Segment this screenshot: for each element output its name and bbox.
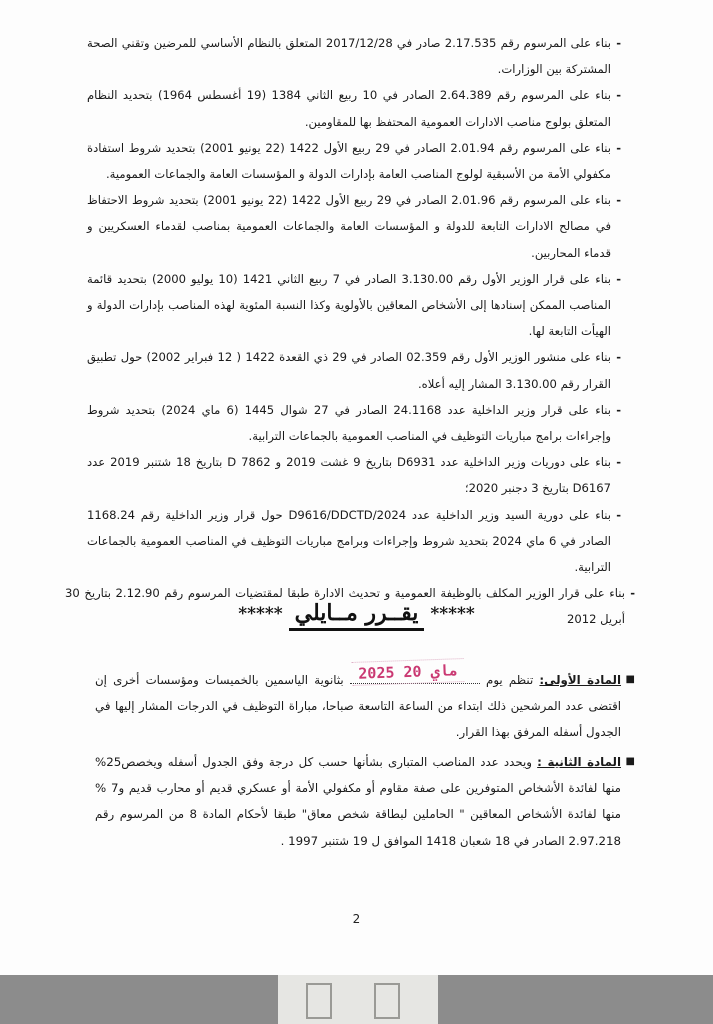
date-stamp: 2025 ماي 20 bbox=[352, 658, 465, 686]
legal-reference-text: بناء على قرار الوزير المكلف بالوظيفة العمومية و تحديث الادارة طبقا لمقتضيات المرسوم رقم 2.12.90 بتاريخ 30 أبريل 2012 bbox=[65, 586, 625, 627]
legal-reference-text: بناء على المرسوم رقم 2.01.96 الصادر في 29 ربيع الأول 1422 (22 يونيو 2001) بتحديد شروط الاحتفاظ في مصالح الادارات التابعة للدولة و المؤسسات العامة والجماعات العمومية بمناصب لقدماء العسكريين و قدماء المحاربين. bbox=[87, 193, 611, 260]
dash-marker: - bbox=[616, 350, 621, 365]
legal-reference bbox=[87, 266, 621, 345]
legal-reference bbox=[87, 502, 621, 581]
square-bullet-icon: ■ bbox=[625, 674, 635, 685]
dash-marker: - bbox=[616, 271, 621, 286]
dash-marker: - bbox=[616, 507, 621, 522]
legal-reference bbox=[87, 344, 621, 396]
dash-marker: - bbox=[616, 193, 621, 208]
legal-reference bbox=[87, 449, 621, 501]
printed-frame-mark bbox=[306, 983, 332, 1019]
dash-marker: - bbox=[616, 402, 621, 417]
dash-marker: - bbox=[616, 455, 621, 470]
legal-reference bbox=[87, 30, 621, 82]
legal-reference-text: بناء على دوريات وزير الداخلية عدد D6931 بتاريخ 9 غشت 2019 و D 7862 بتاريخ 18 شتنبر 2019 عدد D6167 بتاريخ 3 دجنبر 2020؛ bbox=[87, 455, 611, 496]
square-bullet-icon: ■ bbox=[625, 756, 635, 767]
underlying-page-edge bbox=[278, 975, 438, 1024]
legal-reference bbox=[87, 187, 621, 266]
legal-reference-text: بناء على قرار الوزير الأول رقم 3.130.00 الصادر في 7 ربيع الثاني 1421 (10 يوليو 2000) بتحديد قائمة المناصب الممكن إسنادها إلى الأشخاص المعاقين بالأولوية وكذا النسبة المئوية لهذه المناصب بإدارات الدولة و الهيأت التابعة لها. bbox=[87, 271, 611, 339]
legal-reference-text: بناء على دورية السيد وزير الداخلية عدد D9616/DDCTD/2024 حول قرار وزير الداخلية رقم 1168.24 الصادر في 6 ماي 2024 بتحديد شروط وإجراءات وبرامج مباريات التوظيف في المناصب العمومية بالجماعات الترابية. bbox=[87, 507, 611, 575]
legal-references-list bbox=[65, 30, 635, 633]
legal-reference-text: بناء على المرسوم رقم 2.01.94 الصادر في 29 ربيع الأول 1422 (22 يونيو 2001) بتحديد شروط استفادة مكفولي الأمة من الأسبقية لولوج المناصب العامة بإدارات الدولة و المؤسسات العامة والجماعات العمومية. bbox=[87, 140, 611, 182]
article-two bbox=[95, 749, 635, 854]
decree-heading-text: يقــرر مــايلي bbox=[289, 600, 425, 631]
dash-marker: - bbox=[616, 88, 621, 103]
legal-reference-text: بناء على المرسوم رقم 2.64.389 الصادر في 10 ربيع الثاني 1384 (19 أغسطس 1964) بتحديد النظام المتعلق بولوج مناصب الادارات العمومية المحتفظ بها للمقاومين. bbox=[87, 88, 612, 129]
stars-decoration: ***** bbox=[430, 604, 475, 624]
page-number: 2 bbox=[352, 912, 361, 926]
article-two-text: ويحدد عدد المناصب المتبارى بشأنها حسب كل درجة وفق الجدول أسفله ويخصص25% منها لفائدة الأشخاص المتوفرين على صفة مقاوم أو مكفولي الأمة أو عسكري قديم أو محارب قديم و7 % منها لفائدة الأشخاص المعاقين " الحاملين لبطاقة شخص معاق" طبقا لأحكام المادة 8 من المرسوم رقم 2.97.218 الصادر في 18 شعبان 1418 الموافق ل 19 شتنبر 1997 . bbox=[95, 755, 621, 848]
article-two-heading: المادة الثانية : bbox=[537, 755, 621, 769]
legal-reference bbox=[87, 397, 621, 449]
dash-marker: - bbox=[616, 36, 621, 50]
printed-frame-mark bbox=[374, 983, 400, 1019]
legal-reference bbox=[87, 135, 621, 187]
article-one-text-start: تنظم يوم bbox=[486, 673, 534, 687]
stars-decoration: ***** bbox=[238, 604, 283, 624]
dash-marker: - bbox=[616, 140, 621, 155]
article-one-heading: المادة الأولى: bbox=[539, 673, 622, 687]
legal-reference-text: بناء على المرسوم رقم 2.17.535 صادر في 2017/12/28 المتعلق بالنظام الأساسي للمرضين وتقني الصحة المشتركة بين الوزارات. bbox=[87, 36, 611, 77]
decree-heading bbox=[0, 600, 713, 626]
legal-reference bbox=[87, 82, 621, 134]
legal-reference-text: بناء على قرار وزير الداخلية عدد 24.1168 الصادر في 27 شوال 1445 (6 ماي 2024) بتحديد شروط وإجراءات برامج مباريات التوظيف في المناصب العمومية بالجماعات الترابية. bbox=[87, 402, 611, 444]
dash-marker: - bbox=[630, 586, 635, 601]
legal-reference-text: بناء على منشور الوزير الأول رقم 02.359 الصادر في 29 ذي القعدة 1422 ( 12 فبراير 2002) حول تطبيق القرار رقم 3.130.00 المشار إليه أعلاه. bbox=[87, 350, 611, 391]
article-one-text: بثانوية الياسمين بالخميسات ومؤسسات أخرى إن اقتضى عدد المرشحين ذلك ابتداء من الساعة التاسعة صباحا، مباراة التوظيف في الدرجات المشار إليها في الجدول أسفله المرفق بهذا القرار. bbox=[95, 673, 621, 740]
